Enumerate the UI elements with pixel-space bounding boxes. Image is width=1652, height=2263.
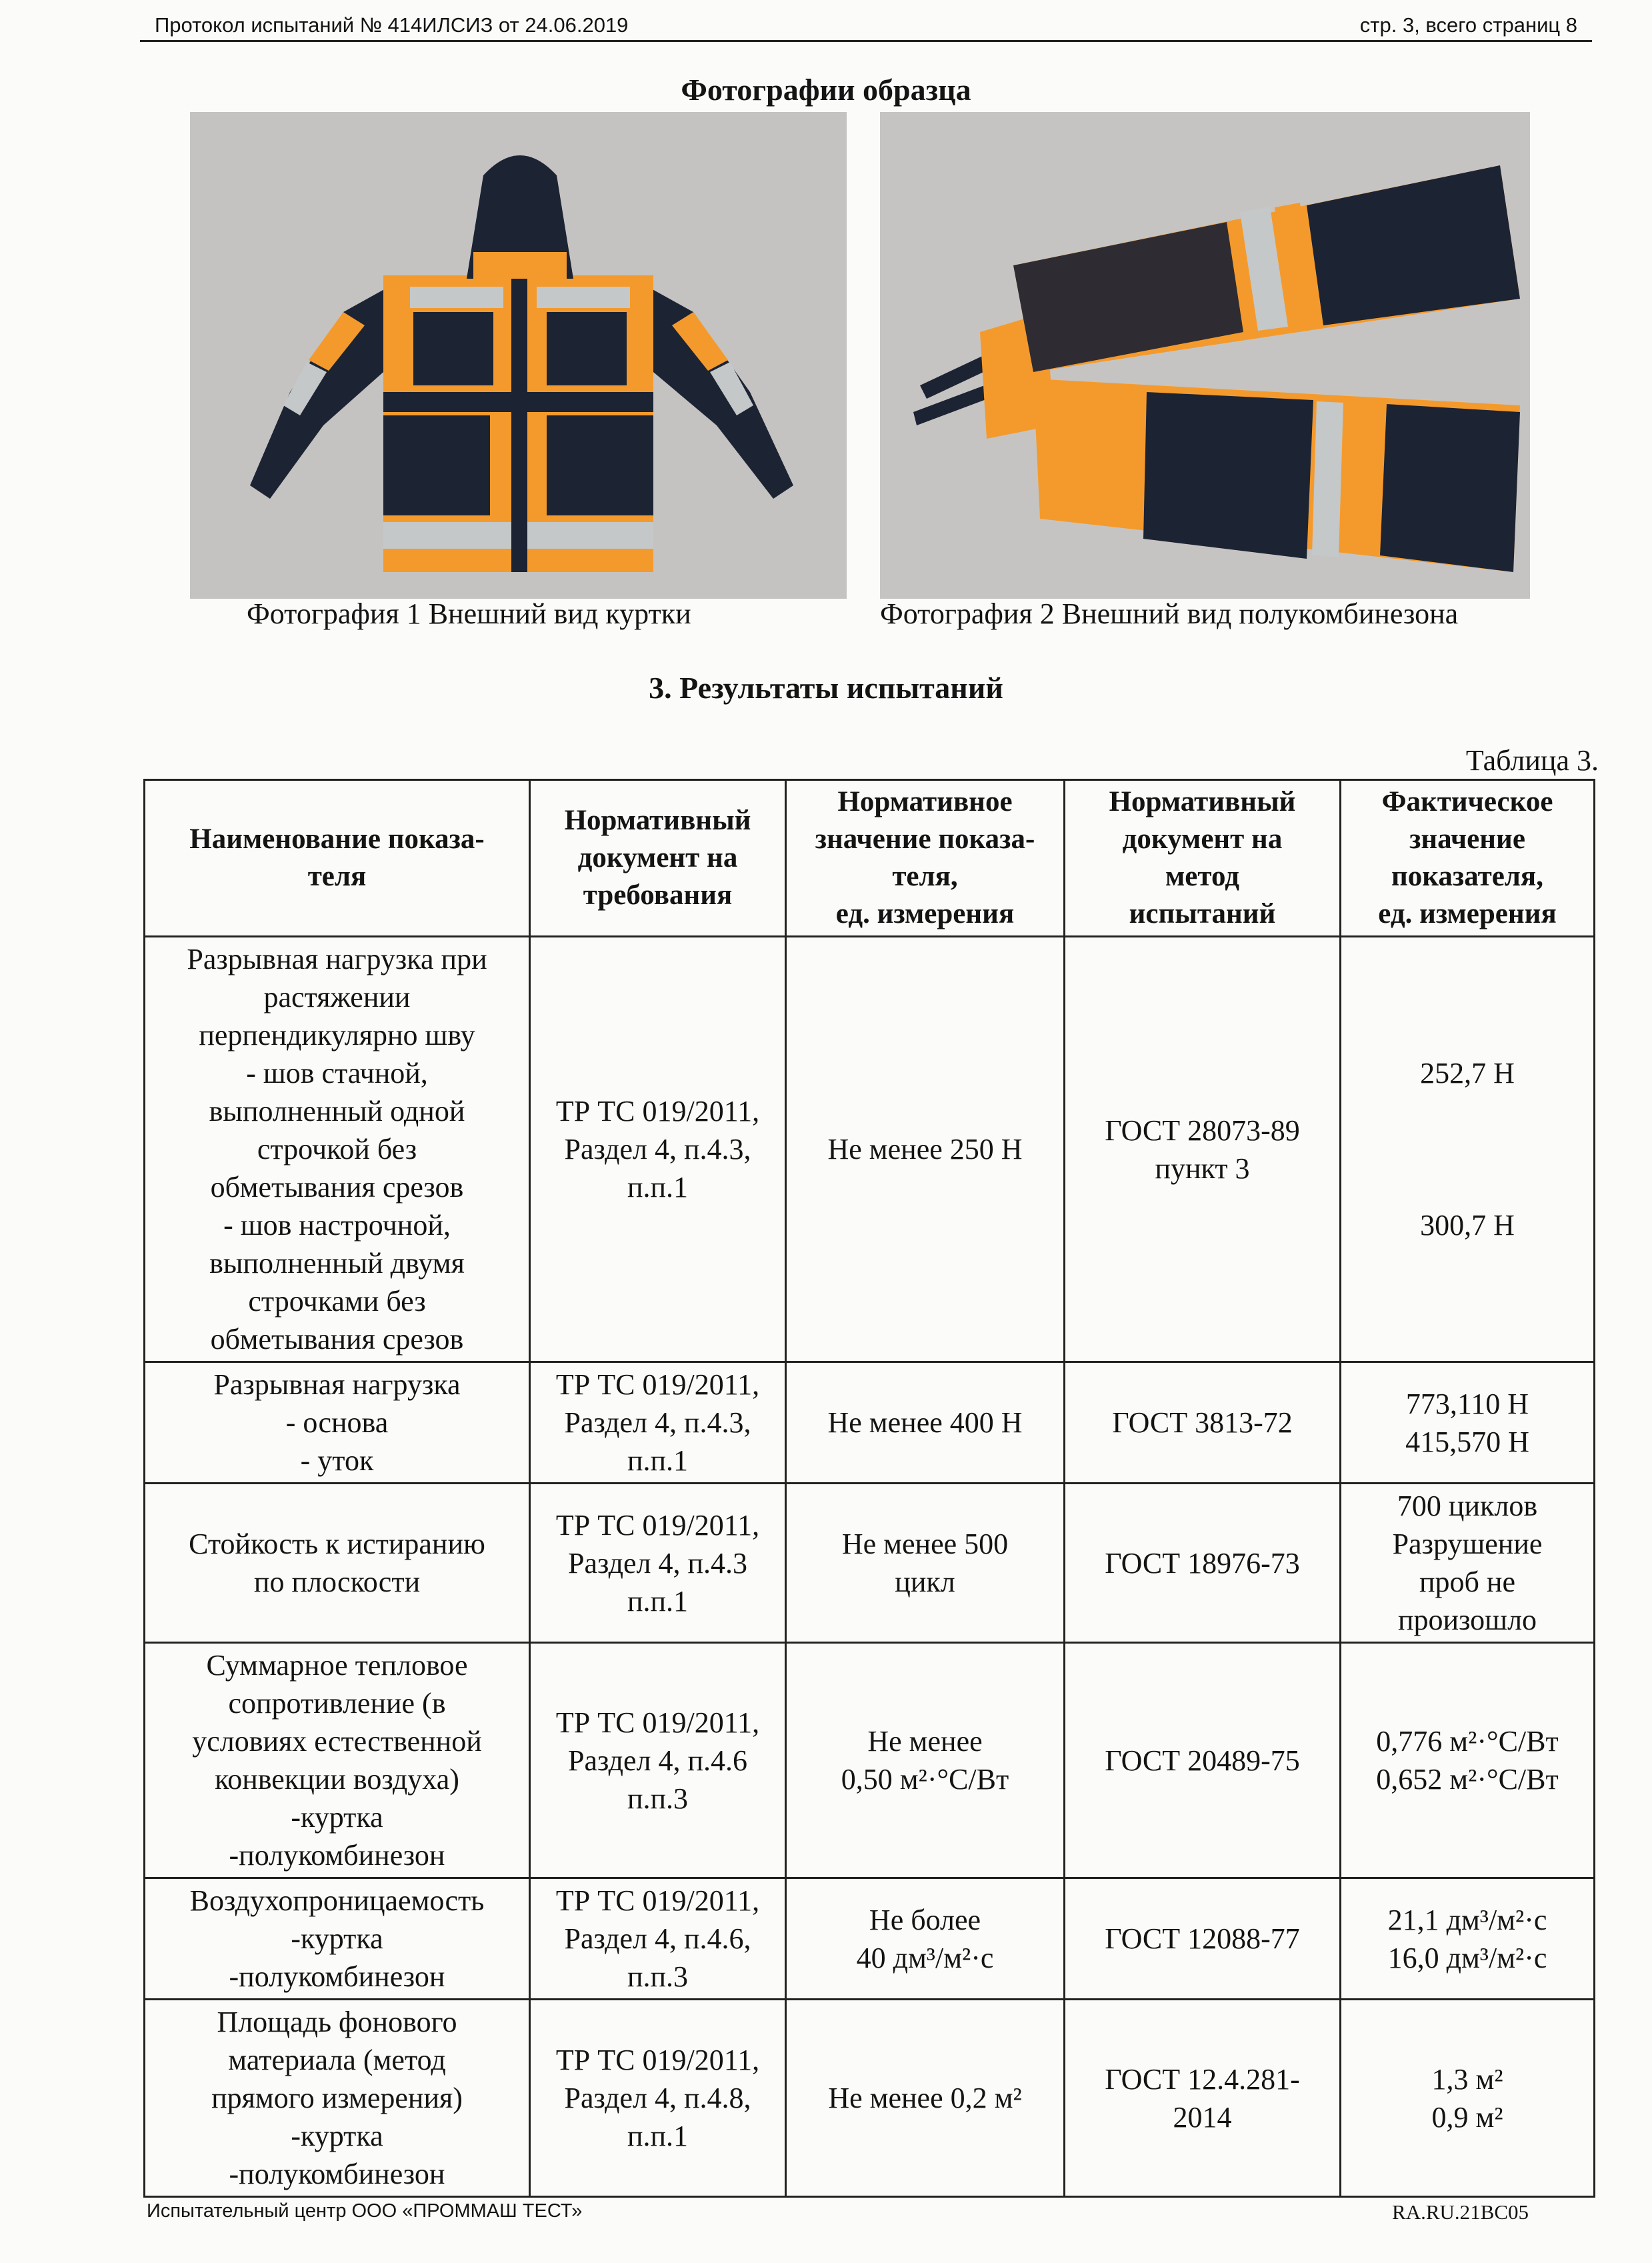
- requirements-doc: ТР ТС 019/2011, Раздел 4, п.4.6, п.п.3: [530, 1878, 786, 2000]
- normative-value: Не менее 250 Н: [786, 937, 1065, 1362]
- results-table: [143, 779, 1595, 2198]
- indicator-name: Разрывная нагрузка при растяжении перпендикулярно шву - шов стачной, выполненный одной строчкой без обметывания срезов - шов настрочной, выполненный двумя строчками без обметывания срезов: [145, 937, 530, 1362]
- normative-value: Не более 40 дм³/м²·с: [786, 1878, 1065, 2000]
- normative-value: Не менее 0,50 м²·°С/Вт: [786, 1643, 1065, 1878]
- table-row: [145, 1878, 1595, 2000]
- jacket-photo: [190, 112, 847, 599]
- table-row: [145, 1484, 1595, 1643]
- actual-value: 1,3 м² 0,9 м²: [1341, 2000, 1595, 2197]
- indicator-name: Разрывная нагрузка - основа - уток: [145, 1362, 530, 1484]
- header-requirements-doc: Нормативный документ на требования: [530, 780, 786, 937]
- actual-value: 700 циклов Разрушение проб не произошло: [1341, 1484, 1595, 1643]
- table-row: [145, 1643, 1595, 1878]
- table-row: [145, 937, 1595, 1362]
- requirements-doc: ТР ТС 019/2011, Раздел 4, п.4.3 п.п.1: [530, 1484, 786, 1643]
- indicator-name: Стойкость к истиранию по плоскости: [145, 1484, 530, 1643]
- method-doc: ГОСТ 12088-77: [1065, 1878, 1341, 2000]
- table-row: [145, 2000, 1595, 2197]
- table-header-row: [145, 780, 1595, 937]
- actual-value: 21,1 дм³/м²·с 16,0 дм³/м²·с: [1341, 1878, 1595, 2000]
- requirements-doc: ТР ТС 019/2011, Раздел 4, п.4.6 п.п.3: [530, 1643, 786, 1878]
- table-row: [145, 1362, 1595, 1484]
- normative-value: Не менее 400 Н: [786, 1362, 1065, 1484]
- normative-value: Не менее 0,2 м²: [786, 2000, 1065, 2197]
- header-indicator-name: Наименование показа- теля: [145, 780, 530, 937]
- normative-value: Не менее 500 цикл: [786, 1484, 1065, 1643]
- protocol-title: Протокол испытаний № 414ИЛСИЗ от 24.06.2019: [155, 13, 629, 37]
- header-actual-value: Фактическое значение показателя, ед. измерения: [1341, 780, 1595, 937]
- header-normative-value: Нормативное значение показа- теля, ед. измерения: [786, 780, 1065, 937]
- photos-title: Фотографии образца: [681, 73, 971, 107]
- method-doc: ГОСТ 28073-89 пункт 3: [1065, 937, 1341, 1362]
- page-header: [140, 12, 1592, 42]
- actual-value: 773,110 Н 415,570 Н: [1341, 1362, 1595, 1484]
- indicator-name: Суммарное тепловое сопротивление (в условиях естественной конвекции воздуха) -куртка -полукомбинезон: [145, 1643, 530, 1878]
- method-doc: ГОСТ 18976-73: [1065, 1484, 1341, 1643]
- header-method-doc: Нормативный документ на метод испытаний: [1065, 780, 1341, 937]
- method-doc: ГОСТ 12.4.281- 2014: [1065, 2000, 1341, 2197]
- table-caption: Таблица 3.: [1465, 744, 1599, 777]
- actual-value: 0,776 м²·°С/Вт 0,652 м²·°С/Вт: [1341, 1643, 1595, 1878]
- overalls-photo: [880, 112, 1530, 599]
- footer-accreditation: RA.RU.21ВС05: [1392, 2200, 1529, 2224]
- requirements-doc: ТР ТС 019/2011, Раздел 4, п.4.8, п.п.1: [530, 2000, 786, 2197]
- section-title: 3. Результаты испытаний: [649, 671, 1003, 705]
- indicator-name: Площадь фонового материала (метод прямого измерения) -куртка -полукомбинезон: [145, 2000, 530, 2197]
- footer-lab-name: Испытательный центр ООО «ПРОММАШ ТЕСТ»: [147, 2200, 583, 2222]
- actual-value: 252,7 Н 300,7 Н: [1341, 937, 1595, 1362]
- overalls-photo-caption: Фотография 2 Внешний вид полукомбинезона: [880, 597, 1459, 630]
- method-doc: ГОСТ 20489-75: [1065, 1643, 1341, 1878]
- page-number: стр. 3, всего страниц 8: [1359, 13, 1577, 37]
- requirements-doc: ТР ТС 019/2011, Раздел 4, п.4.3, п.п.1: [530, 1362, 786, 1484]
- method-doc: ГОСТ 3813-72: [1065, 1362, 1341, 1484]
- jacket-photo-caption: Фотография 1 Внешний вид куртки: [247, 597, 691, 630]
- indicator-name: Воздухопроницаемость -куртка -полукомбинезон: [145, 1878, 530, 2000]
- requirements-doc: ТР ТС 019/2011, Раздел 4, п.4.3, п.п.1: [530, 937, 786, 1362]
